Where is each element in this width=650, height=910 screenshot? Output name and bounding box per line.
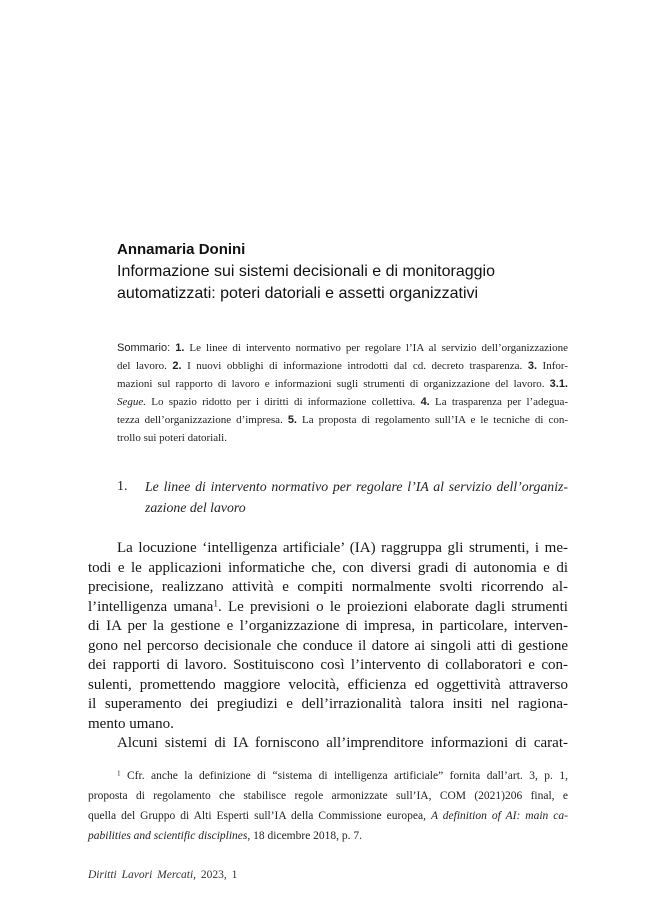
summary-text: tezza dell’organizzazione d’impresa.	[117, 414, 288, 426]
footnote-text: Cfr. anche la definizione di “sistema di intelligenza artificiale” fornita dall’art. 3, p. 1,	[120, 770, 568, 782]
summary-section-number: 3.	[527, 360, 538, 372]
section-title-line: zazione del lavoro	[145, 500, 246, 515]
summary-line	[117, 411, 568, 429]
summary-section-number: 3.1.	[549, 378, 568, 390]
section-title-line: Le linee di intervento normativo per regolare l’IA al servizio dell’organiz-	[145, 479, 568, 494]
article-title-line: Informazione sui sistemi decisionali e di monitoraggio	[117, 263, 495, 280]
running-footer	[88, 866, 237, 884]
body-text-segment: il superamento dei pregiudizi e dell’irrazionalità talora insiti nel ragiona-	[88, 696, 568, 712]
summary-line	[117, 357, 568, 375]
summary-section-number: 1.	[175, 342, 185, 354]
body-line	[88, 676, 568, 696]
summary-line	[117, 375, 568, 393]
footnote-italic-text: A definition of AI: main ca-	[430, 810, 568, 822]
body-line	[88, 578, 568, 598]
summary-text: Infor-	[537, 360, 568, 372]
body-line	[88, 559, 568, 579]
body-line	[88, 656, 568, 676]
body-text-segment: di IA per la gestione e l’organizzazione di impresa, in particolare, interven-	[88, 618, 568, 634]
summary-text: Lo spazio ridotto per i diritti di informazione collettiva.	[146, 396, 421, 408]
footnote-line	[88, 766, 568, 786]
summary-section-number: 5.	[287, 414, 297, 426]
body-text-segment: precisione, realizzano attività e compiti normalmente svolti ricorrendo al-	[88, 579, 568, 595]
author-name: Annamaria Donini	[117, 241, 246, 258]
body-text-segment: . Le previsioni o le proiezioni elaborate dagli strumenti	[217, 598, 568, 615]
summary-section-number: 4.	[420, 396, 430, 408]
summary-text: trollo sui poteri datoriali.	[117, 432, 227, 444]
summary-italic-text: Segue.	[117, 396, 147, 408]
summary-text: del lavoro.	[117, 360, 173, 372]
footnote-line	[88, 786, 568, 806]
footnote-ref: 1	[213, 598, 218, 609]
summary-text: La proposta di regolamento sull’IA e le tecniche di con-	[297, 414, 568, 426]
body-line	[88, 598, 568, 618]
body-line	[88, 734, 568, 754]
article-header	[117, 239, 568, 305]
footer-issue: , 2023, 1	[193, 869, 238, 881]
body-text-segment: sulenti, promettendo maggiore velocità, efficienza ed oggettività attraverso	[88, 676, 568, 693]
footnote-line	[88, 806, 568, 826]
footnote-text: quella del Gruppo di Alti Esperti sull’IA della Commissione europea,	[88, 810, 431, 822]
body-line	[88, 539, 568, 559]
body-line	[88, 617, 568, 637]
summary-line	[117, 339, 568, 357]
footnote-text: proposta di regolamento che stabilisce regole armonizzate sull’IA, COM (2021)206 final, e	[88, 790, 568, 802]
body-text	[88, 539, 568, 754]
article-title-line: automatizzati: poteri datoriali e assetti organizzativi	[117, 285, 479, 302]
summary-line	[117, 393, 568, 411]
section-heading	[145, 476, 568, 518]
body-text-segment: l’intelligenza umana	[88, 598, 214, 615]
body-text-segment: todi e le applicazioni informatiche che, con diversi gradi di autonomia e di	[88, 559, 568, 576]
footnote-italic-text: pabilities and scientific disciplines	[88, 830, 248, 842]
footnote-text: , 18 dicembre 2018, p. 7.	[247, 830, 363, 842]
summary-section-number: 2.	[172, 360, 182, 372]
body-line	[88, 637, 568, 657]
body-text-segment: dei rapporti di lavoro. Sostituiscono così l’intervento di collaboratori e con-	[88, 657, 568, 673]
body-text-segment: La locuzione ‘intelligenza artificiale’ (IA) raggruppa gli strumenti, i me-	[117, 540, 568, 556]
summary-label: Sommario:	[117, 342, 171, 354]
footer-journal: Diritti Lavori Mercati	[88, 869, 194, 881]
footnote-line	[88, 826, 568, 846]
body-line	[88, 695, 568, 715]
summary	[117, 339, 568, 447]
summary-text: I nuovi obblighi di informazione introdotti dal cd. decreto trasparenza.	[181, 360, 528, 372]
section-number: 1.	[117, 479, 128, 494]
summary-line	[117, 429, 568, 447]
body-text-segment: gono nel percorso decisionale che conduce il datore ai singoli atti di gestione	[88, 637, 568, 654]
body-line	[88, 715, 568, 735]
summary-text: mazioni sul rapporto di lavoro e informazioni sugli strumenti di organizzazione del lavoro.	[117, 378, 550, 390]
body-text-segment: Alcuni sistemi di IA forniscono all’imprenditore informazioni di carat-	[117, 735, 568, 751]
footnote	[88, 766, 568, 846]
summary-text: La trasparenza per l’adegua-	[429, 396, 568, 408]
summary-text: Le linee di intervento normativo per regolare l’IA al servizio dell’organizzazione	[184, 342, 568, 354]
body-text-segment: mento umano.	[88, 715, 174, 732]
footnote-marker: 1	[117, 769, 121, 778]
